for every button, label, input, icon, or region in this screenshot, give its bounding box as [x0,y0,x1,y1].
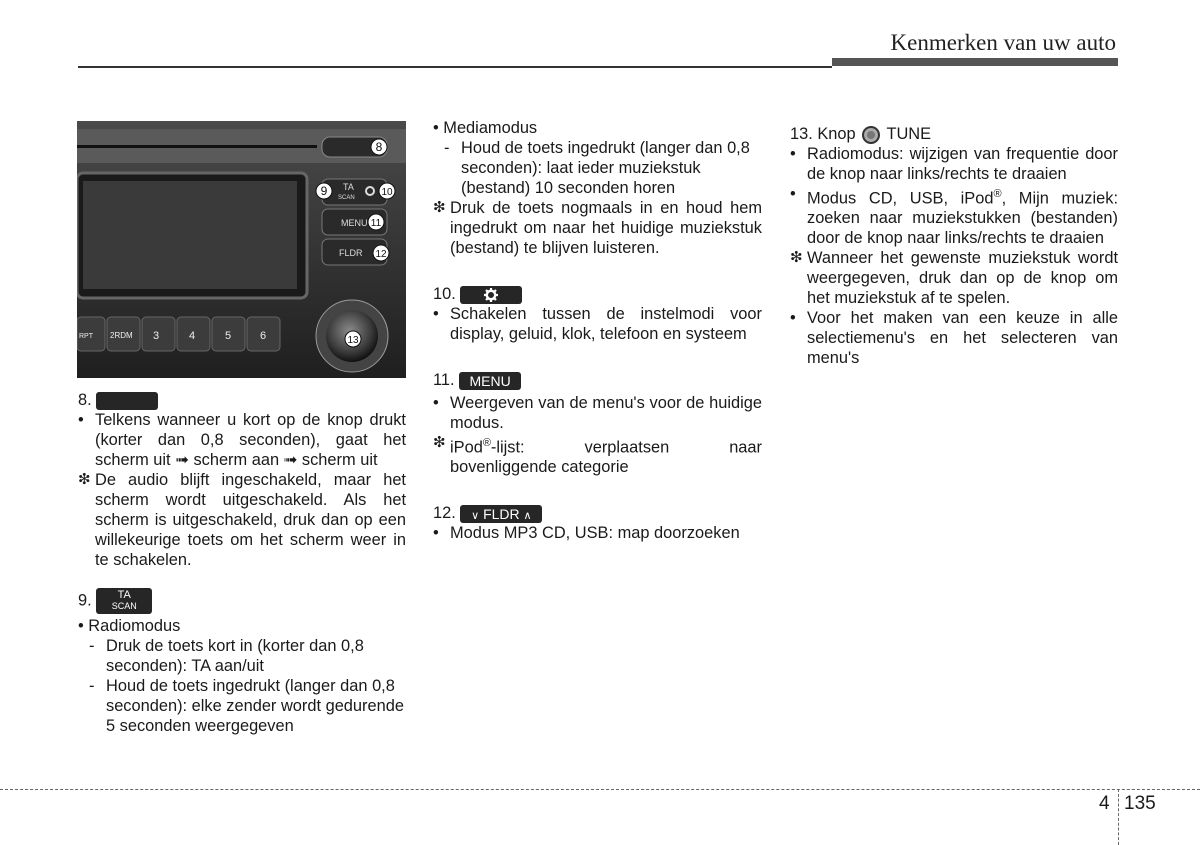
tune-knob-icon [862,126,880,144]
header-rule-thick [832,58,1118,66]
item-10-number: 10. [433,285,456,303]
menu-button-icon: MENU [459,372,521,390]
menu-label: MENU [341,218,368,228]
note-icon: ❇ [433,434,446,451]
item-11-number: 11. [433,371,455,389]
audio-unit-photo [77,121,406,378]
fldr-label: FLDR [339,248,363,258]
note-icon: ❇ [78,471,91,488]
item-11-heading [433,370,762,390]
item-9-dash-1: - Druk de toets kort in (korter dan 0,8 seconden): TA aan/uit [89,637,364,675]
gear-button-icon [460,286,522,304]
item-8-note [78,470,406,570]
item-8-note-text: De audio blijft ingeschakeld, maar het scherm wordt uitgeschakeld. Als het scherm is uitgeschakeld, druk dan op een willekeurige toets om het scherm weer in te schakelen. [95,471,406,569]
item-12-heading [433,503,762,523]
item-12-bullet: • Modus MP3 CD, USB: map doorzoeken [433,524,740,543]
callout-13: 13 [347,335,359,346]
fldr-button-icon: ∨ FLDR ∧ [460,505,542,523]
item-8-bullet-text: Telkens wanneer u kort op de knop drukt (korter dan 0,8 seconden), gaat het scherm uit ➟ scherm aan ➟ scherm uit [95,411,406,469]
item-11-note: ❇ iPod®-lijst: verplaatsen naar bovenliggende categorie [433,434,762,477]
item-10-bullet: • Schakelen tussen de instelmodi voor display, geluid, klok, telefoon en systeem [433,305,762,343]
item-8-bullet: • Telkens wanneer u kort op de knop drukt (korter dan 0,8 seconden), gaat het scherm uit ➟ scherm aan ➟ scherm uit [78,411,406,469]
media-note: ❇ Druk de toets nogmaals in en houd hem ingedrukt om naar het huidige muziekstuk (bestand) te blijven luisteren. [433,199,762,257]
callout-11: 11 [370,218,382,229]
item-8-number: 8. [78,391,92,409]
media-mode: • Mediamodus [433,119,538,137]
note-icon: ❇ [433,199,446,216]
ta-label: TA [343,182,354,192]
preset-rpt: RPT [79,333,93,340]
callout-10: 10 [381,187,393,198]
callout-8: 8 [375,140,383,154]
column-middle [433,118,762,543]
item-9-heading [78,588,406,614]
scan-label: SCAN [338,195,355,201]
item-10-heading [433,284,762,304]
media-dash: - Houd de toets ingedrukt (langer dan 0,8 seconden): laat ieder muziekstuk (bestand) 10 seconden horen [444,139,750,197]
page-number: 135 [1124,793,1156,814]
item-13-note: ❇ Wanneer het gewenste muziekstuk wordt weergegeven, druk dan op de knop om het muziekstuk af te spelen. [790,249,1118,308]
page-header-title: Kenmerken van uw auto [890,30,1116,55]
header-rule [78,66,832,68]
item-13-heading [790,124,1118,144]
moon-button-icon [96,392,158,410]
note-icon: ❇ [790,249,803,267]
item-9-mode: • Radiomodus [78,617,181,635]
column-left [78,390,406,736]
item-9-number: 9. [78,591,92,610]
chapter-number: 4 [1099,793,1110,814]
item-12-number: 12. [433,504,456,523]
item-8-heading [78,390,406,410]
preset-4: 4 [189,330,196,342]
item-13-label: TUNE [886,125,932,143]
item-13-number: 13. Knop [790,125,856,143]
column-right [790,124,1118,368]
preset-5: 5 [225,330,232,342]
preset-2rdm: 2RDM [110,331,133,340]
audio-unit-illustration [77,121,406,378]
item-11-bullet: • Weergeven van de menu's voor de huidige modus. [433,394,762,432]
footer-divider [0,789,1200,790]
preset-3: 3 [153,330,160,342]
callout-12: 12 [375,249,387,260]
preset-6: 6 [260,330,267,342]
item-13-bullet-3: • Voor het maken van een keuze in alle selectiemenu's en het selecteren van menu's [790,309,1118,368]
footer-vertical-divider [1118,789,1119,845]
item-13-bullet-2: • Modus CD, USB, iPod®, Mijn muziek: zoeken naar muziekstukken (bestanden) door de knop naar links/rechts te draaien [790,185,1118,248]
callout-9: 9 [320,184,328,198]
item-13-bullet-1: • Radiomodus: wijzigen van frequentie door de knop naar links/rechts te draaien [790,145,1118,183]
ta-scan-button-icon: TA SCAN [96,588,152,614]
item-9-dash-2: - Houd de toets ingedrukt (langer dan 0,8 seconden): elke zender wordt gedurende 5 seconden weergegeven [89,677,404,735]
